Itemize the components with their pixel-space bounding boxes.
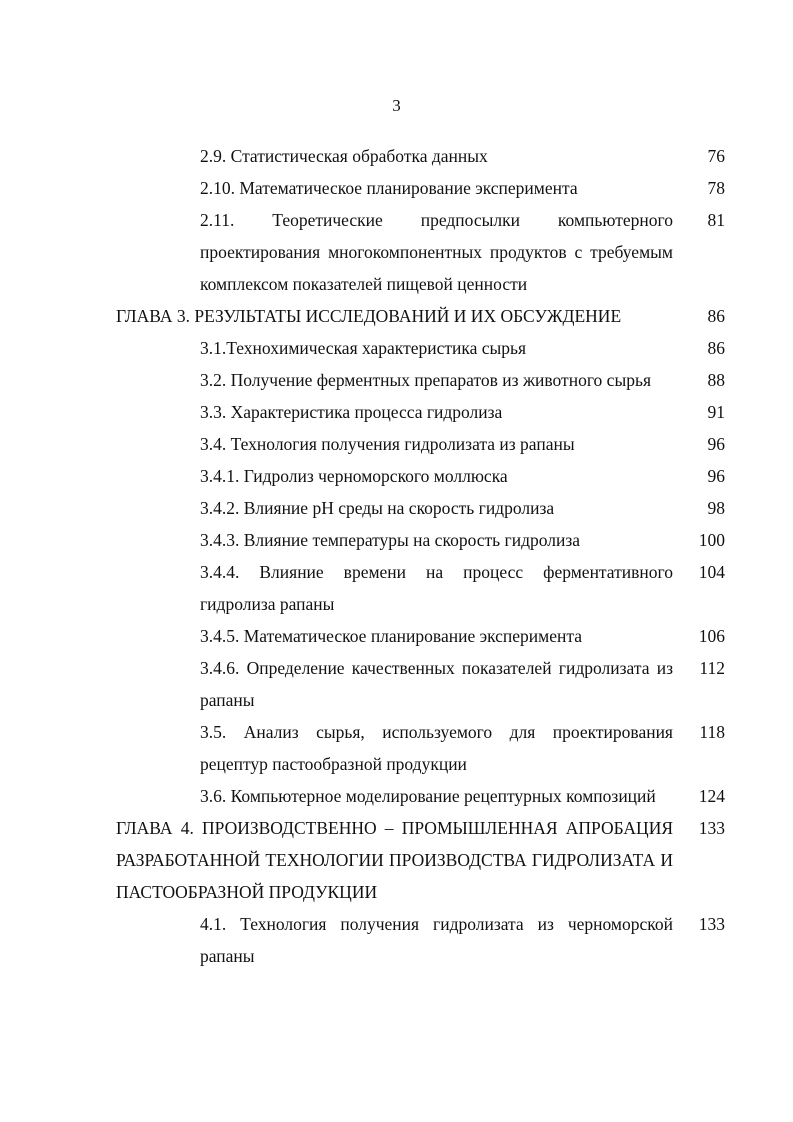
- toc-entry-page: 133: [698, 818, 725, 838]
- toc-entry-title: 3.4.6. Определение качественных показателей гидролизата из рапаны: [200, 658, 673, 710]
- table-of-contents: [0, 140, 793, 972]
- toc-entry-4-1: [0, 908, 793, 972]
- toc-entry-page: 88: [707, 370, 725, 390]
- toc-entry-3-1: [0, 332, 793, 364]
- toc-entry-title: 3.3. Характеристика процесса гидролиза: [200, 402, 503, 422]
- toc-entry-page: 100: [698, 530, 725, 550]
- toc-entry-title: 3.4. Технология получения гидролизата из рапаны: [200, 434, 575, 454]
- toc-entry-page: 91: [707, 402, 725, 422]
- toc-entry-page: 78: [707, 178, 725, 198]
- toc-entry-page: 76: [707, 146, 725, 166]
- toc-entry-title: ГЛАВА 3. РЕЗУЛЬТАТЫ ИССЛЕДОВАНИЙ И ИХ ОБСУЖДЕНИЕ: [116, 306, 622, 326]
- toc-entry-page: 98: [707, 498, 725, 518]
- toc-entry-chapter-4: [0, 812, 793, 908]
- toc-entry-2-10: [0, 172, 793, 204]
- toc-entry-title: 3.4.5. Математическое планирование эксперимента: [200, 626, 583, 646]
- toc-entry-title: 3.2. Получение ферментных препаратов из животного сырья: [200, 370, 651, 390]
- toc-entry-3-4-1: [0, 460, 793, 492]
- toc-entry-3-4-3: [0, 524, 793, 556]
- toc-entry-2-11: [0, 204, 793, 300]
- toc-entry-page: 96: [707, 466, 725, 486]
- toc-entry-3-4-2: [0, 492, 793, 524]
- toc-entry-3-6: [0, 780, 793, 812]
- toc-entry-title: 3.4.1. Гидролиз черноморского моллюска: [200, 466, 508, 486]
- toc-entry-title: ГЛАВА 4. ПРОИЗВОДСТВЕННО – ПРОМЫШЛЕННАЯ АПРОБАЦИЯ РАЗРАБОТАННОЙ ТЕХНОЛОГИИ ПРОИЗВОДСТВА ГИДРОЛИЗАТА И ПАСТООБРАЗНОЙ ПРОДУКЦИИ: [116, 818, 673, 902]
- toc-entry-page: 81: [707, 210, 725, 230]
- toc-entry-3-5: [0, 716, 793, 780]
- toc-entry-page: 118: [699, 722, 725, 742]
- toc-entry-page: 112: [699, 658, 725, 678]
- toc-entry-title: 3.4.3. Влияние температуры на скорость гидролиза: [200, 530, 581, 550]
- toc-entry-3-2: [0, 364, 793, 396]
- toc-entry-title: 3.4.2. Влияние pH среды на скорость гидролиза: [200, 498, 555, 518]
- toc-entry-title: 3.5. Анализ сырья, используемого для проектирования рецептур пастообразной продукции: [200, 722, 673, 774]
- toc-entry-title: 3.4.4. Влияние времени на процесс ферментативного гидролиза рапаны: [200, 562, 673, 614]
- toc-entry-page: 96: [707, 434, 725, 454]
- toc-entry-page: 124: [698, 786, 725, 806]
- toc-entry-title: 2.11. Теоретические предпосылки компьютерного проектирования многокомпонентных продуктов с требуемым комплексом показателей пищевой ценности: [200, 210, 673, 294]
- toc-entry-title: 3.1.Технохимическая характеристика сырья: [200, 338, 527, 358]
- toc-entry-title: 3.6. Компьютерное моделирование рецептурных композиций: [200, 786, 656, 806]
- toc-entry-title: 4.1. Технология получения гидролизата из черноморской рапаны: [200, 914, 673, 966]
- toc-entry-3-4: [0, 428, 793, 460]
- toc-entry-title: 2.10. Математическое планирование эксперимента: [200, 178, 578, 198]
- toc-entry-title: 2.9. Статистическая обработка данных: [200, 146, 488, 166]
- toc-entry-page: 86: [707, 306, 725, 326]
- toc-entry-3-4-6: [0, 652, 793, 716]
- toc-entry-page: 104: [698, 562, 725, 582]
- toc-entry-page: 133: [698, 914, 725, 934]
- toc-entry-page: 106: [698, 626, 725, 646]
- page-number: 3: [392, 96, 401, 115]
- toc-entry-3-4-5: [0, 620, 793, 652]
- toc-entry-3-3: [0, 396, 793, 428]
- toc-entry-2-9: [0, 140, 793, 172]
- toc-entry-page: 86: [707, 338, 725, 358]
- toc-entry-chapter-3: [0, 300, 793, 332]
- toc-entry-3-4-4: [0, 556, 793, 620]
